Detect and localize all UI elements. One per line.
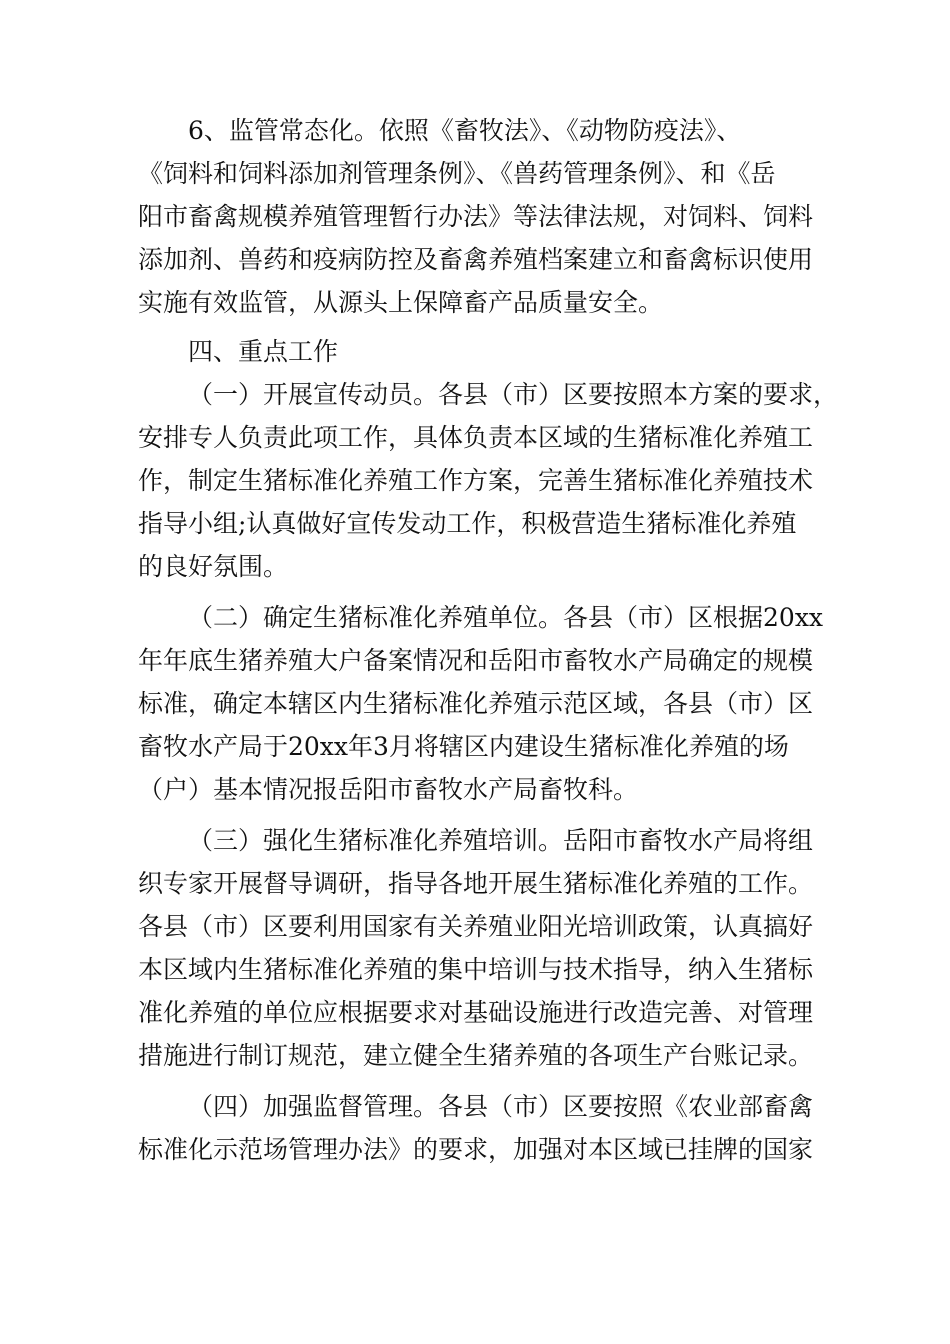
paragraph-4-line-2: 标准化示范场管理办法》的要求，加强对本区域已挂牌的国家 xyxy=(138,1135,814,1164)
paragraph-1-line-1: （一）开展宣传动员。各县（市）区要按照本方案的要求， xyxy=(188,380,839,409)
paragraph-2-line-4: 畜牧水产局于20xx年3月将辖区内建设生猪标准化养殖的场 xyxy=(138,732,789,761)
paragraph-2-line-5: （户）基本情况报岳阳市畜牧水产局畜牧科。 xyxy=(138,775,639,804)
paragraph-3-line-3: 各县（市）区要利用国家有关养殖业阳光培训政策，认真搞好 xyxy=(138,912,814,941)
paragraph-4-line-1: （四）加强监督管理。各县（市）区要按照《农业部畜禽 xyxy=(188,1092,814,1121)
paragraph-2-line-1: （二）确定生猪标准化养殖单位。各县（市）区根据20xx xyxy=(188,603,824,632)
paragraph-1-line-5: 的良好氛围。 xyxy=(138,552,289,581)
paragraph-3-line-5: 准化养殖的单位应根据要求对基础设施进行改造完善、对管理 xyxy=(138,998,814,1027)
paragraph-6-line-3: 阳市畜禽规模养殖管理暂行办法》等法律法规，对饲料、饲料 xyxy=(138,202,814,231)
paragraph-6-line-5: 实施有效监管，从源头上保障畜产品质量安全。 xyxy=(138,288,664,317)
paragraph-2-line-2: 年年底生猪养殖大户备案情况和岳阳市畜牧水产局确定的规模 xyxy=(138,646,814,675)
section-heading-key-work: 四、重点工作 xyxy=(188,337,339,366)
paragraph-2-line-3: 标准，确定本辖区内生猪标准化养殖示范区域，各县（市）区 xyxy=(138,689,814,718)
paragraph-3-line-1: （三）强化生猪标准化养殖培训。岳阳市畜牧水产局将组 xyxy=(188,826,814,855)
paragraph-1-line-2: 安排专人负责此项工作，具体负责本区域的生猪标准化养殖工 xyxy=(138,423,814,452)
paragraph-6-line-1: 6、监管常态化。依照《畜牧法》、《动物防疫法》、 xyxy=(188,116,742,145)
paragraph-3-line-4: 本区域内生猪标准化养殖的集中培训与技术指导，纳入生猪标 xyxy=(138,955,814,984)
paragraph-1-line-4: 指导小组;认真做好宣传发动工作，积极营造生猪标准化养殖 xyxy=(138,509,797,538)
paragraph-3-line-6: 措施进行制订规范，建立健全生猪养殖的各项生产台账记录。 xyxy=(138,1041,814,1070)
paragraph-6-line-4: 添加剂、兽药和疫病防控及畜禽养殖档案建立和畜禽标识使用 xyxy=(138,245,814,274)
paragraph-6-line-2: 《饲料和饲料添加剂管理条例》、《兽药管理条例》、和《岳 xyxy=(138,159,776,188)
paragraph-3-line-2: 织专家开展督导调研，指导各地开展生猪标准化养殖的工作。 xyxy=(138,869,814,898)
paragraph-1-line-3: 作，制定生猪标准化养殖工作方案，完善生猪标准化养殖技术 xyxy=(138,466,814,495)
